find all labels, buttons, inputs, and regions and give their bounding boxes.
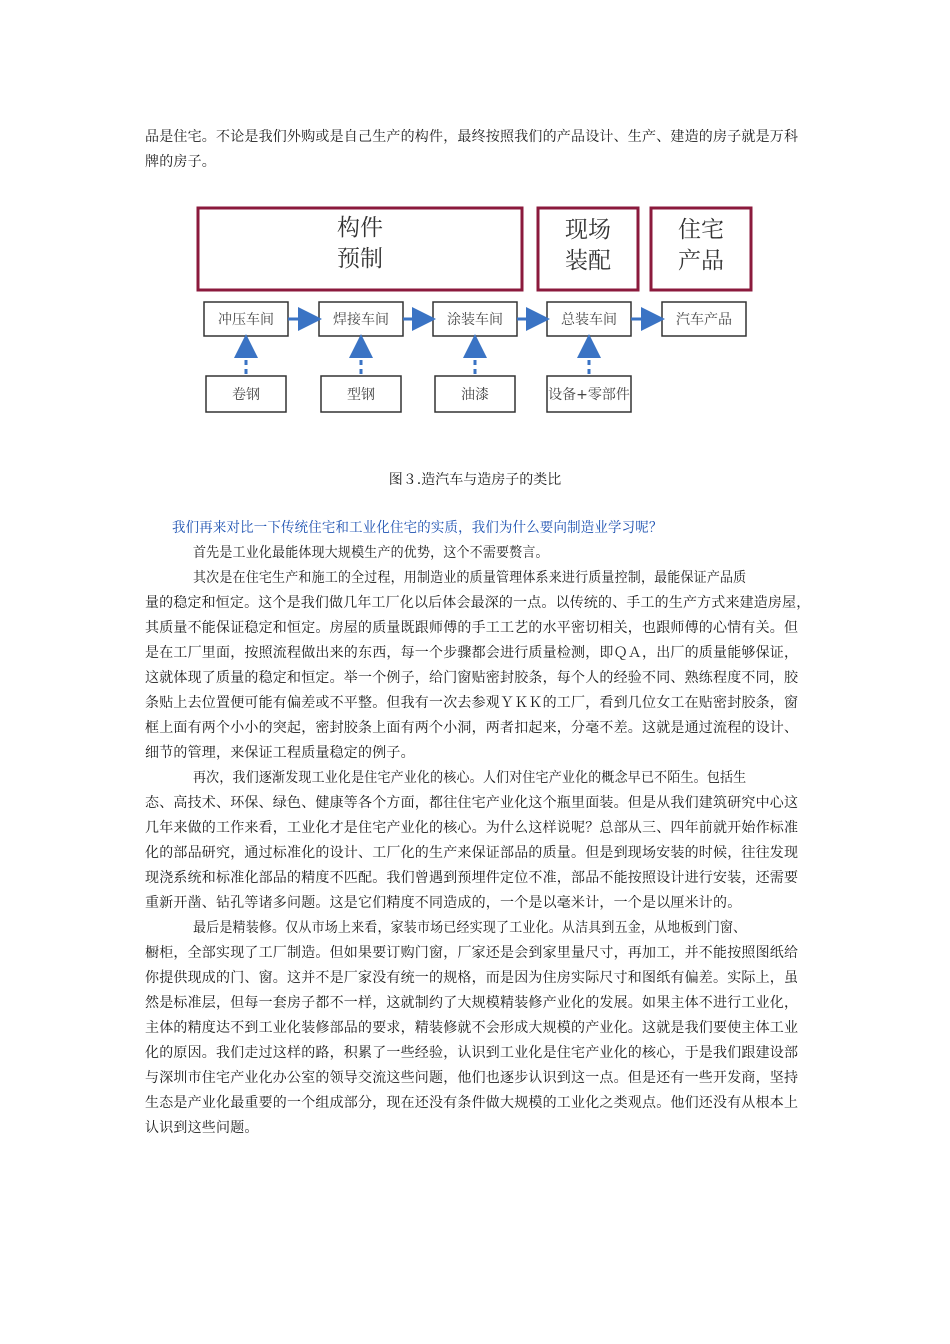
stage-assembly-line1: 现场 xyxy=(565,217,611,243)
input-label: 卷钢 xyxy=(232,387,260,403)
paragraph-line: 牌的房子。 xyxy=(145,154,216,170)
paragraph-line: 其质量不能保证稳定和恒定。房屋的质量既跟师傅的手工工艺的水平密切相关，也跟师傅的心情有关。但 xyxy=(145,620,799,636)
stage-prefab-line1: 构件 xyxy=(337,215,383,241)
stage-assembly-line2: 装配 xyxy=(565,248,611,274)
paragraph-line: 首先是工业化最能体现大规模生产的优势，这个不需要赘言。 xyxy=(193,545,549,561)
paragraph-line: 现浇系统和标准化部品的精度不匹配。我们曾遇到预埋件定位不准，部品不能按照设计进行安装，还需要 xyxy=(145,870,799,886)
paragraph-line: 这就体现了质量的稳定和恒定。举一个例子，给门窗贴密封胶条，每个人的经验不同、熟练程度不同，胶 xyxy=(145,670,799,686)
process-label: 总装车间 xyxy=(561,312,617,328)
paragraph-line: 态、高技术、环保、绿色、健康等各个方面，都往住宅产业化这个瓶里面装。但是从我们建筑研究中心这 xyxy=(145,795,799,811)
paragraph-line: 框上面有两个小小的突起，密封胶条上面有两个小洞，两者扣起来，分毫不差。这就是通过流程的设计、 xyxy=(145,720,799,736)
input-label: 油漆 xyxy=(461,387,489,403)
stage-product-line2: 产品 xyxy=(678,248,724,274)
paragraph-line: 生态是产业化最重要的一个组成部分，现在还没有条件做大规模的工业化之类观点。他们还没有从根本上 xyxy=(145,1095,799,1111)
stage-prefab-line2: 预制 xyxy=(337,246,383,272)
paragraph-line: 最后是精装修。仅从市场上来看，家装市场已经实现了工业化。从洁具到五金，从地板到门窗、 xyxy=(193,920,747,936)
paragraph-line: 是在工厂里面，按照流程做出来的东西，每一个步骤都会进行质量检测，即ＱＡ，出厂的质量能够保证， xyxy=(145,645,799,661)
paragraph-line: 其次是在住宅生产和施工的全过程，用制造业的质量管理体系来进行质量控制，最能保证产品质 xyxy=(193,570,747,586)
paragraph-line: 化的部品研究，通过标准化的设计、工厂化的生产来保证部品的质量。但是到现场安装的时候，往往发现 xyxy=(145,845,799,861)
process-label: 汽车产品 xyxy=(676,312,732,328)
paragraph-line: 认识到这些问题。 xyxy=(145,1120,259,1136)
paragraph-line: 再次，我们逐渐发现工业化是住宅产业化的核心。人们对住宅产业化的概念早已不陌生。包括生 xyxy=(193,770,747,786)
paragraph-line: 化的原因。我们走过这样的路，积累了一些经验，认识到工业化是住宅产业化的核心，于是我们跟建设部 xyxy=(145,1045,799,1061)
paragraph-line: 主体的精度达不到工业化装修部品的要求，精装修就不会形成大规模的产业化。这就是我们要使主体工业 xyxy=(145,1020,799,1036)
paragraph-line: 细节的管理，来保证工程质量稳定的例子。 xyxy=(145,745,415,761)
process-label: 冲压车间 xyxy=(218,312,274,328)
process-label: 焊接车间 xyxy=(333,312,389,328)
section-heading: 我们再来对比一下传统住宅和工业化住宅的实质，我们为什么要向制造业学习呢？ xyxy=(172,520,663,536)
paragraph-line: 几年来做的工作来看，工业化才是住宅产业化的核心。为什么这样说呢？总部从三、四年前就开始作标准 xyxy=(145,820,799,836)
paragraph-line: 然是标准层，但每一套房子都不一样，这就制约了大规模精装修产业化的发展。如果主体不进行工业化， xyxy=(145,995,799,1011)
paragraph-line: 量的稳定和恒定。这个是我们做几年工厂化以后体会最深的一点。以传统的、手工的生产方式来建造房屋， xyxy=(145,595,811,611)
stage-product-line1: 住宅 xyxy=(678,217,724,243)
paragraph-line: 重新开凿、钻孔等诸多问题。这是它们精度不同造成的，一个是以毫米计，一个是以厘米计的。 xyxy=(145,895,742,911)
paragraph-line: 与深圳市住宅产业化办公室的领导交流这些问题，他们也逐步认识到这一点。但是还有一些开发商，坚持 xyxy=(145,1070,799,1086)
paragraph-line: 条贴上去位置便可能有偏差或不平整。但我有一次去参观ＹＫＫ的工厂，看到几位女工在贴密封胶条，窗 xyxy=(145,695,799,711)
input-label: 型钢 xyxy=(347,387,375,403)
process-label: 涂装车间 xyxy=(447,312,503,328)
paragraph-line: 橱柜，全部实现了工厂制造。但如果要订购门窗，厂家还是会到家里量尺寸，再加工，并不能按照图纸给 xyxy=(145,945,799,961)
figure-caption: 图３.造汽车与造房子的类比 xyxy=(388,472,562,488)
car-house-analogy-diagram xyxy=(190,200,760,425)
paragraph-line: 你提供现成的门、窗。这并不是厂家没有统一的规格，而是因为住房实际尺寸和图纸有偏差。实际上，虽 xyxy=(145,970,799,986)
paragraph-line: 品是住宅。不论是我们外购或是自己生产的构件，最终按照我们的产品设计、生产、建造的房子就是万科 xyxy=(145,129,799,145)
input-label: 设备+零部件 xyxy=(548,387,630,403)
